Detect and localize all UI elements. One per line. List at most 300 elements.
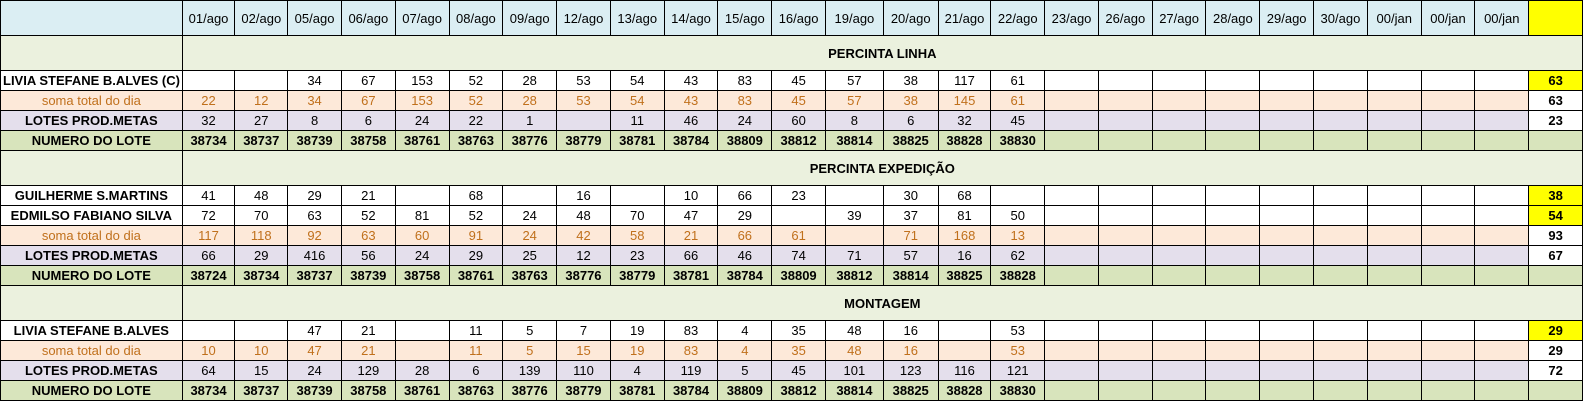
numero-value-cell[interactable]: 38809: [718, 131, 772, 151]
numero-value-cell[interactable]: 38737: [288, 266, 342, 286]
person-value-cell[interactable]: [1260, 186, 1314, 206]
numero-value-cell[interactable]: 38828: [938, 131, 991, 151]
numero-value-cell[interactable]: [1367, 266, 1421, 286]
date-header-cell[interactable]: 12/ago: [557, 1, 611, 36]
person-value-cell[interactable]: [235, 71, 288, 91]
person-value-cell[interactable]: 37: [883, 206, 938, 226]
lotes-value-cell[interactable]: 27: [235, 111, 288, 131]
soma-value-cell[interactable]: 53: [991, 341, 1045, 361]
lotes-value-cell[interactable]: 8: [288, 111, 342, 131]
soma-value-cell[interactable]: 60: [395, 226, 449, 246]
soma-value-cell[interactable]: 83: [664, 341, 718, 361]
lotes-value-cell[interactable]: [1314, 111, 1368, 131]
numero-value-cell[interactable]: 38784: [664, 381, 718, 401]
person-value-cell[interactable]: 54: [610, 71, 664, 91]
soma-value-cell[interactable]: 83: [718, 91, 772, 111]
date-header-cell[interactable]: 20/ago: [883, 1, 938, 36]
person-value-cell[interactable]: [1045, 71, 1099, 91]
lotes-value-cell[interactable]: [1098, 111, 1152, 131]
date-header-cell[interactable]: 15/ago: [718, 1, 772, 36]
numero-label-cell[interactable]: NUMERO DO LOTE: [1, 131, 183, 151]
soma-value-cell[interactable]: [1206, 91, 1260, 111]
lotes-value-cell[interactable]: [1152, 246, 1206, 266]
lotes-value-cell[interactable]: 66: [664, 246, 718, 266]
person-value-cell[interactable]: 29: [288, 186, 342, 206]
date-header-cell[interactable]: 09/ago: [503, 1, 557, 36]
total-header-cell[interactable]: [1529, 1, 1583, 36]
person-value-cell[interactable]: [1098, 206, 1152, 226]
numero-value-cell[interactable]: 38814: [825, 381, 883, 401]
person-value-cell[interactable]: [1314, 321, 1368, 341]
person-value-cell[interactable]: 83: [718, 71, 772, 91]
person-value-cell[interactable]: 16: [883, 321, 938, 341]
person-value-cell[interactable]: 35: [772, 321, 826, 341]
lotes-value-cell[interactable]: [557, 111, 611, 131]
numero-value-cell[interactable]: [1206, 266, 1260, 286]
soma-value-cell[interactable]: [1098, 91, 1152, 111]
person-value-cell[interactable]: [1260, 206, 1314, 226]
person-value-cell[interactable]: [1152, 206, 1206, 226]
lotes-value-cell[interactable]: [1475, 361, 1529, 381]
person-value-cell[interactable]: 10: [664, 186, 718, 206]
lotes-value-cell[interactable]: 45: [991, 111, 1045, 131]
lotes-value-cell[interactable]: 8: [825, 111, 883, 131]
person-total-cell[interactable]: 29: [1529, 321, 1583, 341]
person-value-cell[interactable]: 72: [182, 206, 235, 226]
numero-value-cell[interactable]: 38763: [449, 381, 503, 401]
person-value-cell[interactable]: [1206, 186, 1260, 206]
numero-value-cell[interactable]: 38761: [449, 266, 503, 286]
numero-value-cell[interactable]: 38739: [288, 381, 342, 401]
soma-value-cell[interactable]: 61: [991, 91, 1045, 111]
person-value-cell[interactable]: 38: [883, 71, 938, 91]
person-value-cell[interactable]: 48: [235, 186, 288, 206]
lotes-value-cell[interactable]: 101: [825, 361, 883, 381]
date-header-cell[interactable]: 13/ago: [610, 1, 664, 36]
person-value-cell[interactable]: 16: [557, 186, 611, 206]
lotes-value-cell[interactable]: 32: [182, 111, 235, 131]
lotes-value-cell[interactable]: [1421, 361, 1475, 381]
soma-value-cell[interactable]: [825, 226, 883, 246]
person-value-cell[interactable]: [1260, 71, 1314, 91]
lotes-value-cell[interactable]: 11: [610, 111, 664, 131]
lotes-value-cell[interactable]: 15: [235, 361, 288, 381]
person-value-cell[interactable]: 117: [938, 71, 991, 91]
numero-value-cell[interactable]: 38737: [235, 381, 288, 401]
lotes-value-cell[interactable]: 46: [664, 111, 718, 131]
numero-value-cell[interactable]: [1421, 381, 1475, 401]
numero-value-cell[interactable]: 38763: [503, 266, 557, 286]
soma-value-cell[interactable]: 21: [664, 226, 718, 246]
person-value-cell[interactable]: [1152, 186, 1206, 206]
soma-value-cell[interactable]: 10: [182, 341, 235, 361]
lotes-value-cell[interactable]: [1045, 111, 1099, 131]
lotes-value-cell[interactable]: 129: [341, 361, 395, 381]
numero-value-cell[interactable]: 38830: [991, 381, 1045, 401]
numero-value-cell[interactable]: [1045, 266, 1099, 286]
person-value-cell[interactable]: 45: [772, 71, 826, 91]
section-title[interactable]: PERCINTA EXPEDIÇÃO: [182, 151, 1582, 186]
person-value-cell[interactable]: 70: [610, 206, 664, 226]
person-value-cell[interactable]: [772, 206, 826, 226]
lotes-value-cell[interactable]: [1152, 111, 1206, 131]
numero-value-cell[interactable]: [1367, 131, 1421, 151]
numero-value-cell[interactable]: 38779: [557, 381, 611, 401]
lotes-total-cell[interactable]: 23: [1529, 111, 1583, 131]
person-value-cell[interactable]: 11: [449, 321, 503, 341]
person-value-cell[interactable]: 153: [395, 71, 449, 91]
person-value-cell[interactable]: 24: [503, 206, 557, 226]
numero-value-cell[interactable]: [1098, 131, 1152, 151]
lotes-value-cell[interactable]: 139: [503, 361, 557, 381]
numero-total-cell[interactable]: [1529, 131, 1583, 151]
numero-total-cell[interactable]: [1529, 381, 1583, 401]
section-left-cell[interactable]: [1, 151, 183, 186]
soma-label-cell[interactable]: soma total do dia: [1, 341, 183, 361]
date-header-cell[interactable]: 05/ago: [288, 1, 342, 36]
person-value-cell[interactable]: 48: [557, 206, 611, 226]
lotes-value-cell[interactable]: 6: [883, 111, 938, 131]
date-header-cell[interactable]: 23/ago: [1045, 1, 1099, 36]
numero-label-cell[interactable]: NUMERO DO LOTE: [1, 266, 183, 286]
numero-value-cell[interactable]: [1367, 381, 1421, 401]
numero-total-cell[interactable]: [1529, 266, 1583, 286]
lotes-value-cell[interactable]: 64: [182, 361, 235, 381]
person-value-cell[interactable]: [1152, 321, 1206, 341]
person-value-cell[interactable]: 66: [718, 186, 772, 206]
lotes-value-cell[interactable]: 32: [938, 111, 991, 131]
lotes-value-cell[interactable]: [1314, 361, 1368, 381]
soma-value-cell[interactable]: 71: [883, 226, 938, 246]
numero-value-cell[interactable]: [1152, 381, 1206, 401]
soma-label-cell[interactable]: soma total do dia: [1, 91, 183, 111]
person-value-cell[interactable]: [1045, 186, 1099, 206]
numero-value-cell[interactable]: [1098, 266, 1152, 286]
person-value-cell[interactable]: 41: [182, 186, 235, 206]
person-value-cell[interactable]: 29: [718, 206, 772, 226]
numero-value-cell[interactable]: 38739: [288, 131, 342, 151]
lotes-value-cell[interactable]: [1475, 111, 1529, 131]
person-value-cell[interactable]: [1206, 321, 1260, 341]
lotes-label-cell[interactable]: LOTES PROD.METAS: [1, 111, 183, 131]
numero-value-cell[interactable]: 38812: [772, 131, 826, 151]
person-value-cell[interactable]: 7: [557, 321, 611, 341]
person-value-cell[interactable]: 52: [341, 206, 395, 226]
lotes-value-cell[interactable]: [1045, 246, 1099, 266]
numero-value-cell[interactable]: 38784: [718, 266, 772, 286]
person-label-cell[interactable]: LIVIA STEFANE B.ALVES: [1, 321, 183, 341]
person-total-cell[interactable]: 63: [1529, 71, 1583, 91]
numero-value-cell[interactable]: 38779: [610, 266, 664, 286]
lotes-value-cell[interactable]: 1: [503, 111, 557, 131]
numero-value-cell[interactable]: [1260, 381, 1314, 401]
lotes-value-cell[interactable]: [1421, 246, 1475, 266]
date-header-cell[interactable]: 28/ago: [1206, 1, 1260, 36]
soma-value-cell[interactable]: 117: [182, 226, 235, 246]
date-header-cell[interactable]: 29/ago: [1260, 1, 1314, 36]
date-header-cell[interactable]: 14/ago: [664, 1, 718, 36]
numero-value-cell[interactable]: 38776: [557, 266, 611, 286]
soma-value-cell[interactable]: [1260, 341, 1314, 361]
soma-value-cell[interactable]: [1421, 91, 1475, 111]
numero-value-cell[interactable]: [1421, 131, 1475, 151]
date-header-cell[interactable]: 00/jan: [1475, 1, 1529, 36]
person-value-cell[interactable]: 67: [341, 71, 395, 91]
numero-value-cell[interactable]: 38758: [341, 381, 395, 401]
lotes-value-cell[interactable]: 24: [395, 111, 449, 131]
person-value-cell[interactable]: [1475, 321, 1529, 341]
person-value-cell[interactable]: [1475, 206, 1529, 226]
soma-value-cell[interactable]: [1421, 341, 1475, 361]
soma-value-cell[interactable]: 34: [288, 91, 342, 111]
person-value-cell[interactable]: [1367, 186, 1421, 206]
lotes-value-cell[interactable]: [1421, 111, 1475, 131]
soma-value-cell[interactable]: [1045, 226, 1099, 246]
numero-value-cell[interactable]: 38781: [610, 381, 664, 401]
person-value-cell[interactable]: 47: [288, 321, 342, 341]
numero-value-cell[interactable]: [1152, 266, 1206, 286]
lotes-value-cell[interactable]: [1206, 246, 1260, 266]
lotes-value-cell[interactable]: [1367, 246, 1421, 266]
soma-value-cell[interactable]: 145: [938, 91, 991, 111]
numero-value-cell[interactable]: 38779: [557, 131, 611, 151]
numero-value-cell[interactable]: 38734: [182, 381, 235, 401]
person-value-cell[interactable]: 83: [664, 321, 718, 341]
soma-value-cell[interactable]: 63: [341, 226, 395, 246]
numero-value-cell[interactable]: 38758: [341, 131, 395, 151]
lotes-value-cell[interactable]: 22: [449, 111, 503, 131]
date-header-cell[interactable]: 21/ago: [938, 1, 991, 36]
date-header-cell[interactable]: 00/jan: [1421, 1, 1475, 36]
person-value-cell[interactable]: [1314, 71, 1368, 91]
date-header-cell[interactable]: 22/ago: [991, 1, 1045, 36]
date-header-cell[interactable]: 30/ago: [1314, 1, 1368, 36]
date-header-cell[interactable]: 16/ago: [772, 1, 826, 36]
soma-value-cell[interactable]: 92: [288, 226, 342, 246]
person-value-cell[interactable]: 39: [825, 206, 883, 226]
numero-value-cell[interactable]: 38830: [991, 131, 1045, 151]
soma-value-cell[interactable]: 42: [557, 226, 611, 246]
soma-value-cell[interactable]: 5: [503, 341, 557, 361]
person-value-cell[interactable]: [1045, 206, 1099, 226]
person-value-cell[interactable]: [1475, 186, 1529, 206]
lotes-value-cell[interactable]: 45: [772, 361, 826, 381]
numero-value-cell[interactable]: 38776: [503, 131, 557, 151]
soma-value-cell[interactable]: [1367, 341, 1421, 361]
lotes-total-cell[interactable]: 72: [1529, 361, 1583, 381]
soma-value-cell[interactable]: 57: [825, 91, 883, 111]
person-value-cell[interactable]: 81: [395, 206, 449, 226]
lotes-value-cell[interactable]: [1314, 246, 1368, 266]
lotes-value-cell[interactable]: 123: [883, 361, 938, 381]
numero-value-cell[interactable]: 38812: [772, 381, 826, 401]
person-value-cell[interactable]: 53: [991, 321, 1045, 341]
numero-value-cell[interactable]: 38814: [883, 266, 938, 286]
soma-value-cell[interactable]: [1260, 226, 1314, 246]
person-value-cell[interactable]: 48: [825, 321, 883, 341]
soma-value-cell[interactable]: 66: [718, 226, 772, 246]
soma-value-cell[interactable]: 67: [341, 91, 395, 111]
soma-value-cell[interactable]: [1098, 226, 1152, 246]
numero-value-cell[interactable]: 38781: [664, 266, 718, 286]
soma-value-cell[interactable]: 12: [235, 91, 288, 111]
soma-value-cell[interactable]: 47: [288, 341, 342, 361]
person-value-cell[interactable]: 70: [235, 206, 288, 226]
lotes-label-cell[interactable]: LOTES PROD.METAS: [1, 246, 183, 266]
numero-value-cell[interactable]: 38724: [182, 266, 235, 286]
person-label-cell[interactable]: EDMILSO FABIANO SILVA: [1, 206, 183, 226]
soma-total-cell[interactable]: 63: [1529, 91, 1583, 111]
lotes-value-cell[interactable]: 46: [718, 246, 772, 266]
person-value-cell[interactable]: [1098, 186, 1152, 206]
lotes-value-cell[interactable]: 29: [449, 246, 503, 266]
numero-value-cell[interactable]: 38814: [825, 131, 883, 151]
numero-value-cell[interactable]: 38825: [883, 381, 938, 401]
lotes-value-cell[interactable]: 56: [341, 246, 395, 266]
person-value-cell[interactable]: 68: [938, 186, 991, 206]
person-value-cell[interactable]: 21: [341, 186, 395, 206]
person-value-cell[interactable]: 4: [718, 321, 772, 341]
person-value-cell[interactable]: [503, 186, 557, 206]
soma-value-cell[interactable]: 48: [825, 341, 883, 361]
section-title[interactable]: MONTAGEM: [182, 286, 1582, 321]
person-value-cell[interactable]: 50: [991, 206, 1045, 226]
soma-value-cell[interactable]: 52: [449, 91, 503, 111]
numero-value-cell[interactable]: 38812: [825, 266, 883, 286]
person-value-cell[interactable]: [1314, 186, 1368, 206]
person-value-cell[interactable]: [825, 186, 883, 206]
lotes-value-cell[interactable]: 6: [341, 111, 395, 131]
soma-value-cell[interactable]: [1260, 91, 1314, 111]
soma-value-cell[interactable]: 58: [610, 226, 664, 246]
person-value-cell[interactable]: [182, 321, 235, 341]
person-value-cell[interactable]: 52: [449, 71, 503, 91]
soma-value-cell[interactable]: 118: [235, 226, 288, 246]
numero-value-cell[interactable]: 38784: [664, 131, 718, 151]
person-value-cell[interactable]: 47: [664, 206, 718, 226]
soma-value-cell[interactable]: [1367, 91, 1421, 111]
date-header-cell[interactable]: 26/ago: [1098, 1, 1152, 36]
lotes-value-cell[interactable]: 4: [610, 361, 664, 381]
numero-value-cell[interactable]: [1260, 266, 1314, 286]
soma-value-cell[interactable]: [1152, 226, 1206, 246]
lotes-value-cell[interactable]: 121: [991, 361, 1045, 381]
header-corner-cell[interactable]: [1, 1, 183, 36]
person-value-cell[interactable]: [1206, 206, 1260, 226]
lotes-value-cell[interactable]: [1367, 111, 1421, 131]
person-value-cell[interactable]: [235, 321, 288, 341]
section-title[interactable]: PERCINTA LINHA: [182, 36, 1582, 71]
person-total-cell[interactable]: 54: [1529, 206, 1583, 226]
numero-value-cell[interactable]: [1098, 381, 1152, 401]
lotes-value-cell[interactable]: 16: [938, 246, 991, 266]
lotes-value-cell[interactable]: 5: [718, 361, 772, 381]
date-header-cell[interactable]: 00/jan: [1367, 1, 1421, 36]
numero-value-cell[interactable]: [1475, 381, 1529, 401]
soma-value-cell[interactable]: 28: [503, 91, 557, 111]
lotes-value-cell[interactable]: [1045, 361, 1099, 381]
soma-value-cell[interactable]: 19: [610, 341, 664, 361]
soma-value-cell[interactable]: 153: [395, 91, 449, 111]
numero-value-cell[interactable]: [1206, 131, 1260, 151]
person-value-cell[interactable]: 81: [938, 206, 991, 226]
person-value-cell[interactable]: [395, 186, 449, 206]
lotes-value-cell[interactable]: [1152, 361, 1206, 381]
person-value-cell[interactable]: 30: [883, 186, 938, 206]
numero-value-cell[interactable]: 38828: [991, 266, 1045, 286]
numero-value-cell[interactable]: 38825: [883, 131, 938, 151]
lotes-value-cell[interactable]: 62: [991, 246, 1045, 266]
person-value-cell[interactable]: [1367, 71, 1421, 91]
numero-label-cell[interactable]: NUMERO DO LOTE: [1, 381, 183, 401]
soma-label-cell[interactable]: soma total do dia: [1, 226, 183, 246]
soma-value-cell[interactable]: [1152, 341, 1206, 361]
numero-value-cell[interactable]: 38809: [718, 381, 772, 401]
lotes-value-cell[interactable]: [1475, 246, 1529, 266]
lotes-value-cell[interactable]: 25: [503, 246, 557, 266]
soma-value-cell[interactable]: 22: [182, 91, 235, 111]
numero-value-cell[interactable]: 38776: [503, 381, 557, 401]
soma-value-cell[interactable]: [1314, 226, 1368, 246]
soma-value-cell[interactable]: [1475, 341, 1529, 361]
person-value-cell[interactable]: 21: [341, 321, 395, 341]
date-header-cell[interactable]: 08/ago: [449, 1, 503, 36]
soma-value-cell[interactable]: 4: [718, 341, 772, 361]
lotes-value-cell[interactable]: 110: [557, 361, 611, 381]
person-total-cell[interactable]: 38: [1529, 186, 1583, 206]
person-value-cell[interactable]: [991, 186, 1045, 206]
soma-value-cell[interactable]: [938, 341, 991, 361]
soma-value-cell[interactable]: [1475, 226, 1529, 246]
soma-value-cell[interactable]: 61: [772, 226, 826, 246]
person-value-cell[interactable]: 57: [825, 71, 883, 91]
lotes-value-cell[interactable]: 24: [718, 111, 772, 131]
date-header-cell[interactable]: 01/ago: [182, 1, 235, 36]
person-value-cell[interactable]: [182, 71, 235, 91]
person-value-cell[interactable]: [1098, 71, 1152, 91]
soma-total-cell[interactable]: 93: [1529, 226, 1583, 246]
lotes-value-cell[interactable]: 24: [288, 361, 342, 381]
person-value-cell[interactable]: [1206, 71, 1260, 91]
lotes-value-cell[interactable]: 119: [664, 361, 718, 381]
date-header-cell[interactable]: 07/ago: [395, 1, 449, 36]
person-value-cell[interactable]: [1421, 186, 1475, 206]
numero-value-cell[interactable]: [1314, 131, 1368, 151]
person-value-cell[interactable]: [1152, 71, 1206, 91]
lotes-total-cell[interactable]: 67: [1529, 246, 1583, 266]
date-header-cell[interactable]: 27/ago: [1152, 1, 1206, 36]
numero-value-cell[interactable]: 38781: [610, 131, 664, 151]
soma-value-cell[interactable]: [1314, 341, 1368, 361]
numero-value-cell[interactable]: 38737: [235, 131, 288, 151]
soma-value-cell[interactable]: [1152, 91, 1206, 111]
person-value-cell[interactable]: [1367, 206, 1421, 226]
numero-value-cell[interactable]: [1314, 381, 1368, 401]
soma-value-cell[interactable]: [395, 341, 449, 361]
person-label-cell[interactable]: GUILHERME S.MARTINS: [1, 186, 183, 206]
lotes-value-cell[interactable]: [1098, 246, 1152, 266]
date-header-cell[interactable]: 02/ago: [235, 1, 288, 36]
numero-value-cell[interactable]: 38825: [938, 266, 991, 286]
date-header-cell[interactable]: 19/ago: [825, 1, 883, 36]
lotes-value-cell[interactable]: 6: [449, 361, 503, 381]
person-value-cell[interactable]: [1421, 206, 1475, 226]
soma-value-cell[interactable]: [1314, 91, 1368, 111]
numero-value-cell[interactable]: 38758: [395, 266, 449, 286]
lotes-value-cell[interactable]: 28: [395, 361, 449, 381]
numero-value-cell[interactable]: [1045, 381, 1099, 401]
date-header-cell[interactable]: 06/ago: [341, 1, 395, 36]
